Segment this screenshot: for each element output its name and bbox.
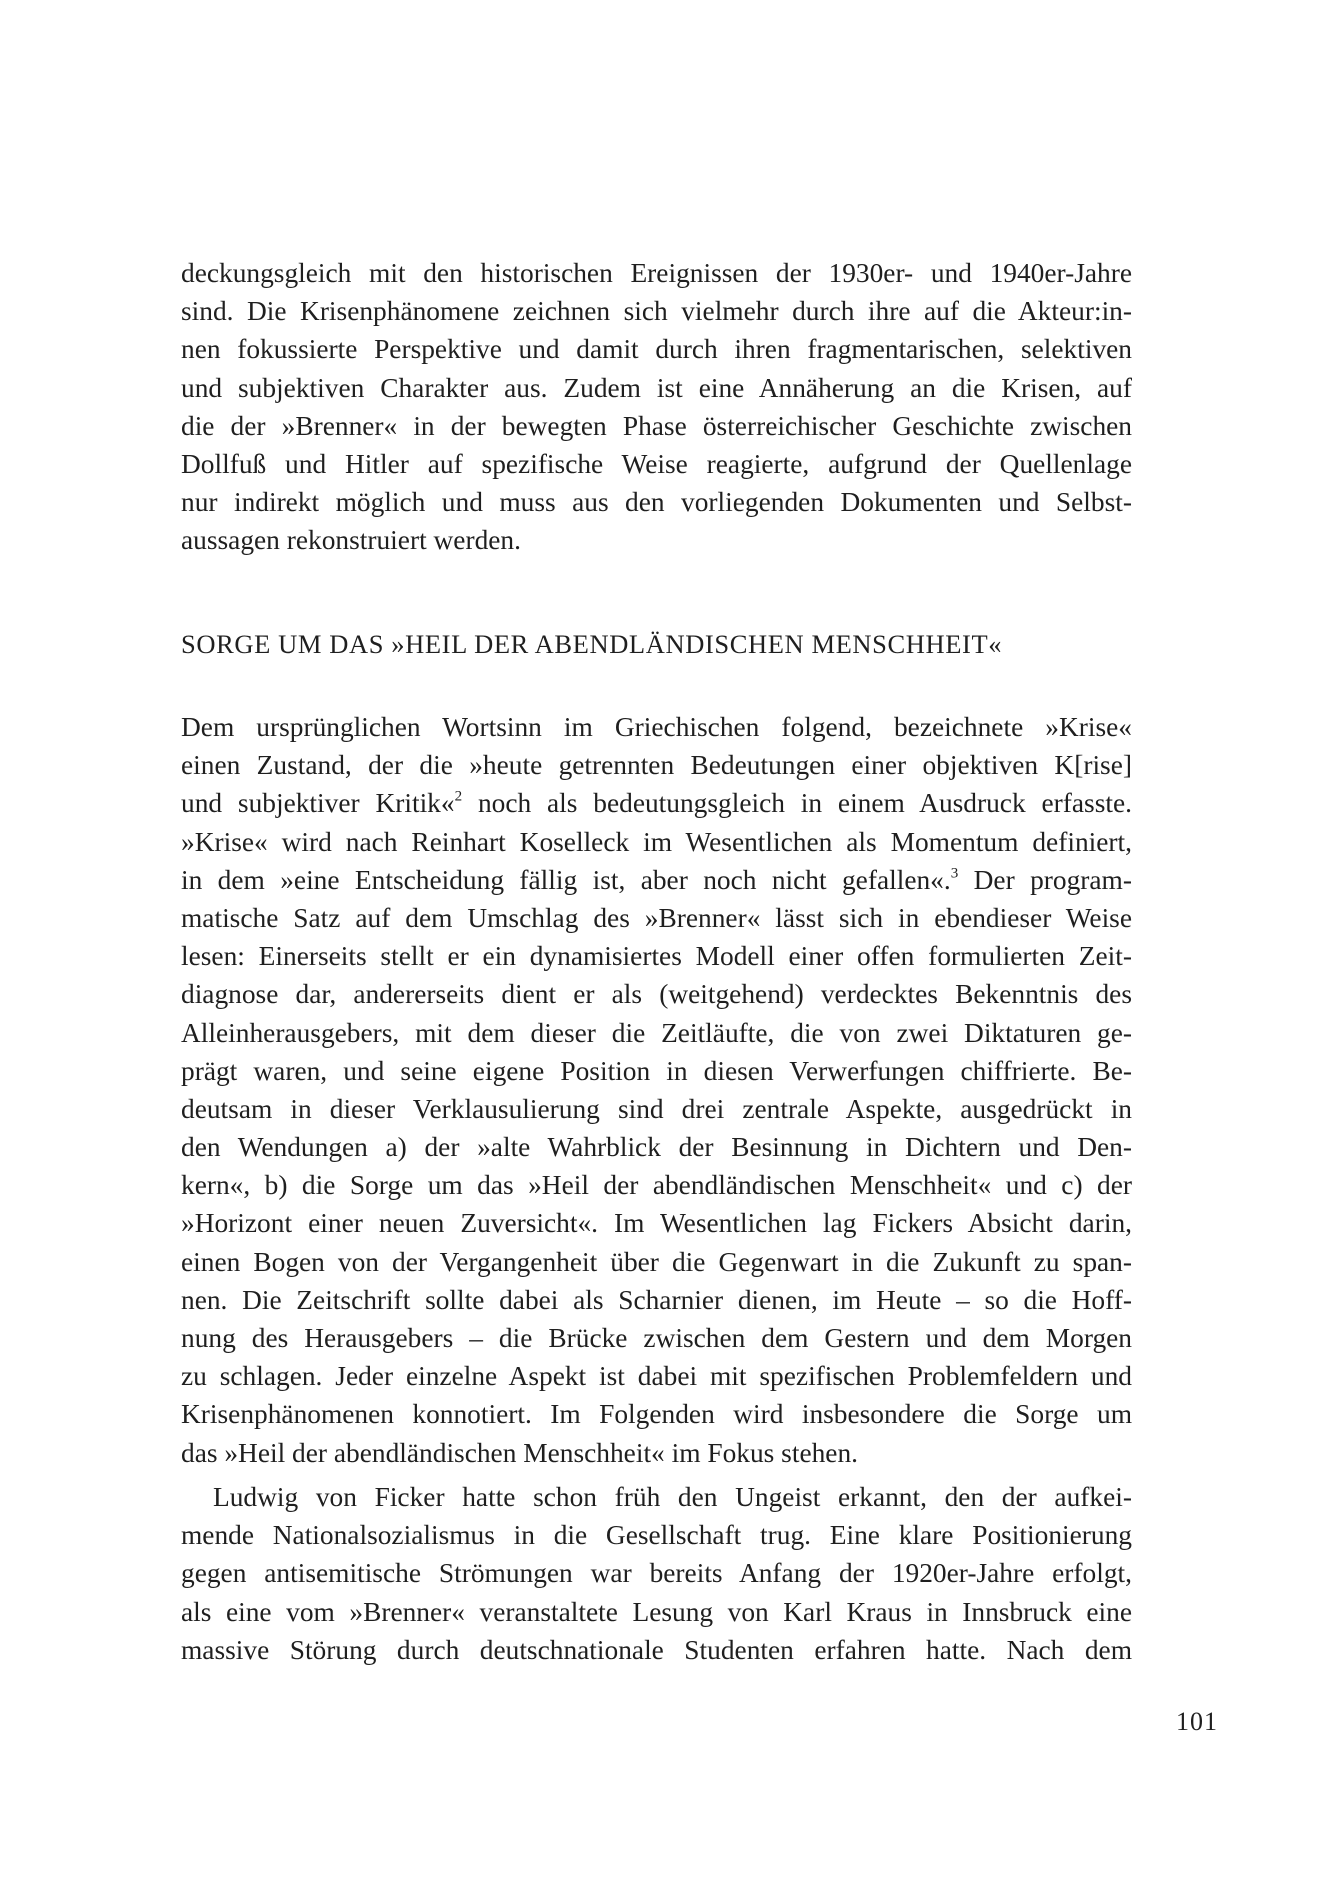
paragraph-2 <box>181 708 1132 1472</box>
paragraph-2-line: Dem ursprünglichen Wortsinn im Griechischen folgend, bezeichnete »Krise« <box>181 712 1132 742</box>
paragraph-1-line: nen fokussierte Perspektive und damit durch ihren fragmentarischen, selektiven <box>181 334 1132 365</box>
paragraph-3-line: gegen antisemitische Strömungen war bereits Anfang der 1920er-Jahre erfolgt, <box>181 1558 1132 1589</box>
paragraph-2-line: das »Heil der abendländischen Menschheit« im Fokus stehen. <box>181 1437 859 1468</box>
paragraph-2-line: lesen: Einerseits stellt er ein dynamisiertes Modell einer offen formulierten Zeit- <box>181 941 1132 972</box>
paragraph-2-line <box>181 861 1132 899</box>
paragraph-1-line: Dollfuß und Hitler auf spezifische Weise reagierte, aufgrund der Quellenlage <box>181 448 1132 479</box>
paragraph-2-line: prägt waren, und seine eigene Position in diesen Verwerfungen chiffrierte. Be- <box>181 1055 1132 1086</box>
paragraph-2-line: einen Bogen von der Vergangenheit über die Gegenwart in die Zukunft zu span- <box>181 1246 1132 1277</box>
paragraph-2-line: diagnose dar, andererseits dient er als (weitgehend) verdecktes Bekenntnis des <box>181 979 1132 1010</box>
footnote-marker-2: 2 <box>454 789 463 806</box>
paragraph-1 <box>181 254 1132 560</box>
paragraph-2-line: den Wendungen a) der »alte Wahrblick der Besinnung in Dichtern und Den- <box>181 1132 1132 1163</box>
paragraph-2-line <box>181 784 1132 822</box>
paragraph-2-line: deutsam in dieser Verklausulierung sind drei zentrale Aspekte, ausgedrückt in <box>181 1093 1132 1124</box>
line-text: Der program- <box>958 864 1132 895</box>
paragraph-3 <box>181 1478 1132 1669</box>
section-heading: SORGE UM DAS »HEIL DER ABENDLÄNDISCHEN MENSCHHEIT« <box>181 629 1003 659</box>
paragraph-2-line: nen. Die Zeitschrift sollte dabei als Scharnier dienen, im Heute – so die Hoff- <box>181 1284 1132 1315</box>
paragraph-2-line: matische Satz auf dem Umschlag des »Brenner« lässt sich in ebendieser Weise <box>181 902 1132 933</box>
footnote-marker-3: 3 <box>950 865 959 882</box>
paragraph-2-line: Krisenphänomenen konnotiert. Im Folgenden wird insbesondere die Sorge um <box>181 1399 1132 1430</box>
page-number: 101 <box>1176 1707 1218 1736</box>
paragraph-1-line: die der »Brenner« in der bewegten Phase österreichischer Geschichte zwischen <box>181 410 1132 441</box>
paragraph-1-line: sind. Die Krisenphänomene zeichnen sich vielmehr durch ihre auf die Akteur:in- <box>181 296 1132 327</box>
paragraph-2-line: »Krise« wird nach Reinhart Koselleck im Wesentlichen als Momentum definiert, <box>181 826 1132 857</box>
paragraph-2-line: kern«, b) die Sorge um das »Heil der abendländischen Menschheit« und c) der <box>181 1170 1132 1201</box>
paragraph-1-line: aussagen rekonstruiert werden. <box>181 525 521 556</box>
line-text: und subjektiver Kritik« <box>181 788 455 819</box>
paragraph-2-line: nung des Herausgebers – die Brücke zwischen dem Gestern und dem Morgen <box>181 1323 1132 1353</box>
paragraph-3-line: Ludwig von Ficker hatte schon früh den Ungeist erkannt, den der aufkei- <box>213 1482 1132 1512</box>
paragraph-2-line: zu schlagen. Jeder einzelne Aspekt ist dabei mit spezifischen Problemfeldern und <box>181 1361 1132 1392</box>
paragraph-2-line: »Horizont einer neuen Zuversicht«. Im Wesentlichen lag Fickers Absicht darin, <box>181 1208 1132 1239</box>
paragraph-1-line: nur indirekt möglich und muss aus den vorliegenden Dokumenten und Selbst- <box>181 487 1132 518</box>
paragraph-3-line: mende Nationalsozialismus in die Gesellschaft trug. Eine klare Positionierung <box>181 1520 1132 1551</box>
line-text: noch als bedeutungsgleich in einem Ausdruck erfasste. <box>462 788 1132 819</box>
paragraph-2-line: einen Zustand, der die »heute getrennten Bedeutungen einer objektiven K[rise] <box>181 750 1132 781</box>
paragraph-3-line: massive Störung durch deutschnationale Studenten erfahren hatte. Nach dem <box>181 1634 1132 1665</box>
paragraph-3-line: als eine vom »Brenner« veranstaltete Lesung von Karl Kraus in Innsbruck eine <box>181 1596 1132 1627</box>
line-text: in dem »eine Entscheidung fällig ist, aber noch nicht gefallen«. <box>181 864 951 895</box>
paragraph-1-line: und subjektiven Charakter aus. Zudem ist eine Annäherung an die Krisen, auf <box>181 372 1132 403</box>
paragraph-2-line: Alleinherausgebers, mit dem dieser die Zeitläufte, die von zwei Diktaturen ge- <box>181 1017 1132 1048</box>
paragraph-1-line: deckungsgleich mit den historischen Ereignissen der 1930er- und 1940er-Jahre <box>181 258 1132 288</box>
